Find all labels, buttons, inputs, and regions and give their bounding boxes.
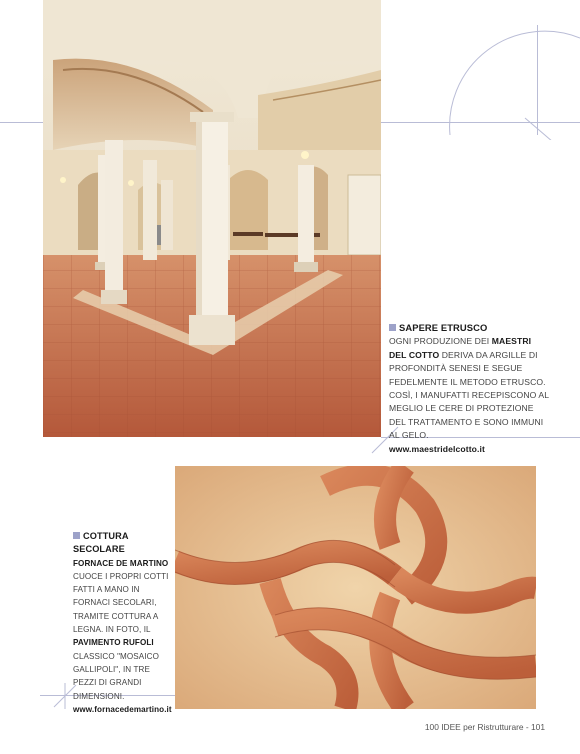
caption-website-link[interactable]: www.fornacedemartino.it <box>73 704 172 714</box>
caption-body-text: CLASSICO "MOSAICO GALLIPOLI", IN TRE PEZZI DI GRANDI DIMENSIONI. <box>73 651 159 701</box>
caption-bullet-square <box>389 324 396 331</box>
photo-terracotta-floor-pattern <box>175 466 536 709</box>
caption-brand: FORNACE DE MARTINO <box>73 558 169 568</box>
caption-bullet-square <box>73 532 80 539</box>
page-footer: 100 IDEE per Ristrutturare - 101 <box>424 722 545 732</box>
photo-arched-hall <box>43 0 381 437</box>
caption-title: COTTURA SECOLARE <box>73 531 129 555</box>
caption-body-text: CUOCE I PROPRI COTTI FATTI A MANO IN FORNACI SECOLARI, TRAMITE COTTURA A LEGNA. IN FOTO, IL <box>73 571 169 635</box>
caption-cottura-secolare <box>73 530 173 716</box>
caption-sapere-etrusco <box>389 321 549 456</box>
guide-line-top-left <box>0 122 43 123</box>
caption-body-text: DERIVA DA ARGILLE DI PROFONDITÀ SENESI E SEGUE FEDELMENTE IL METODO ETRUSCO. COSÌ, I MANUFATTI RECEPISCONO AL MEGLIO LE CERE DI PROTEZIONE DEL TRATTAMENTO E SONO IMMUNI AL GELO. <box>389 349 549 441</box>
caption-title: SAPERE ETRUSCO <box>399 322 488 333</box>
caption-product: PAVIMENTO RUFOLI <box>73 638 154 648</box>
caption-brand: MAESTRI DEL COTTO <box>389 336 532 360</box>
guide-arc-decoration <box>445 30 580 140</box>
caption-lead-text: OGNI PRODUZIONE DEI <box>389 336 492 347</box>
caption-website-link[interactable]: www.maestridelcotto.it <box>389 443 485 454</box>
